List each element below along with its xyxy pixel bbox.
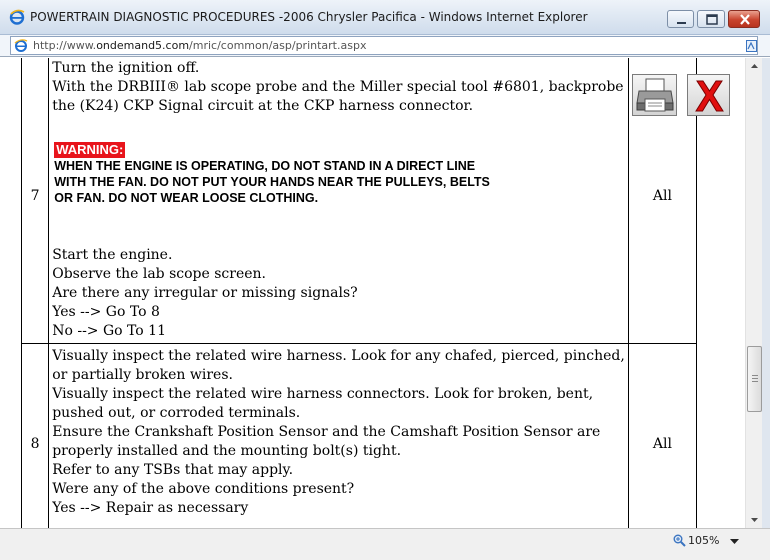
window-title-bar xyxy=(0,0,770,35)
warning-line: OR FAN. DO NOT WEAR LOOSE CLOTHING. xyxy=(54,191,319,205)
scroll-thumb[interactable] xyxy=(747,346,762,412)
action-line: Visually inspect the related wire harness connectors. Look for broken, bent, xyxy=(52,386,594,402)
scroll-up-arrow-icon[interactable] xyxy=(746,58,763,75)
step-action xyxy=(49,58,629,344)
procedure-table xyxy=(21,58,697,528)
action-line: No --> Go To 11 xyxy=(52,323,166,339)
minimize-button[interactable] xyxy=(667,10,694,28)
printer-icon xyxy=(633,75,678,117)
action-line: Are there any irregular or missing signals? xyxy=(52,285,358,301)
page-icon xyxy=(14,39,28,53)
action-line: or partially broken wires. xyxy=(52,367,233,383)
action-line: Ensure the Crankshaft Position Sensor and the Camshaft Position Sensor are xyxy=(52,424,601,440)
ie-icon xyxy=(9,9,25,25)
step-action xyxy=(49,344,629,529)
status-bar xyxy=(0,528,770,560)
scroll-down-arrow-icon[interactable] xyxy=(746,511,763,528)
maximize-button[interactable] xyxy=(697,10,725,28)
address-field[interactable] xyxy=(10,36,758,55)
action-line: With the DRBIII® lab scope probe and the Miller special tool #6801, backprobe xyxy=(52,79,624,95)
window-title: POWERTRAIN DIAGNOSTIC PROCEDURES -2006 Chrysler Pacifica - Windows Internet Explorer xyxy=(30,10,588,24)
action-line: properly installed and the mounting bolt(s) tight. xyxy=(52,443,402,459)
vertical-scrollbar[interactable] xyxy=(745,58,762,528)
action-line: the (K24) CKP Signal circuit at the CKP harness connector. xyxy=(52,98,474,114)
action-line: Start the engine. xyxy=(52,247,173,263)
step-number: 7 xyxy=(22,58,49,344)
action-line: Visually inspect the related wire harness. Look for any chafed, pierced, pinched, xyxy=(52,348,625,364)
table-row xyxy=(22,58,697,344)
warning-line: WITH THE FAN. DO NOT PUT YOUR HANDS NEAR THE PULLEYS, BELTS xyxy=(54,175,490,189)
action-line: Observe the lab scope screen. xyxy=(52,266,266,282)
minimize-icon xyxy=(668,11,695,29)
address-bar xyxy=(0,35,770,57)
window-frame xyxy=(762,58,770,528)
maximize-icon xyxy=(698,11,726,29)
action-line: Turn the ignition off. xyxy=(52,60,200,76)
warning-line: WHEN THE ENGINE IS OPERATING, DO NOT STAND IN A DIRECT LINE xyxy=(54,159,476,173)
url-text: http://www.ondemand5.com/mric/common/asp/printart.aspx xyxy=(33,39,367,52)
warning-label: WARNING: xyxy=(56,142,124,157)
action-line: Refer to any TSBs that may apply. xyxy=(52,462,294,478)
action-line: Yes --> Go To 8 xyxy=(52,304,160,320)
warning-block xyxy=(52,129,625,206)
close-x-icon xyxy=(688,75,731,117)
action-line: pushed out, or corroded terminals. xyxy=(52,405,301,421)
page-viewport xyxy=(0,58,746,528)
close-page-button[interactable] xyxy=(687,74,730,116)
zoom-icon[interactable] xyxy=(673,534,686,547)
print-button[interactable] xyxy=(632,74,677,116)
step-number: 8 xyxy=(22,344,49,529)
close-icon xyxy=(729,11,761,29)
chevron-down-icon[interactable] xyxy=(730,539,739,545)
action-line: Yes --> Repair as necessary xyxy=(52,500,249,516)
action-line: Were any of the above conditions present? xyxy=(52,481,355,497)
zoom-level[interactable]: 105% xyxy=(688,534,720,547)
step-condition: All xyxy=(628,58,696,344)
window-close-button[interactable] xyxy=(728,10,760,28)
table-row xyxy=(22,344,697,529)
compat-view-icon[interactable] xyxy=(746,40,757,52)
step-condition: All xyxy=(628,344,696,529)
